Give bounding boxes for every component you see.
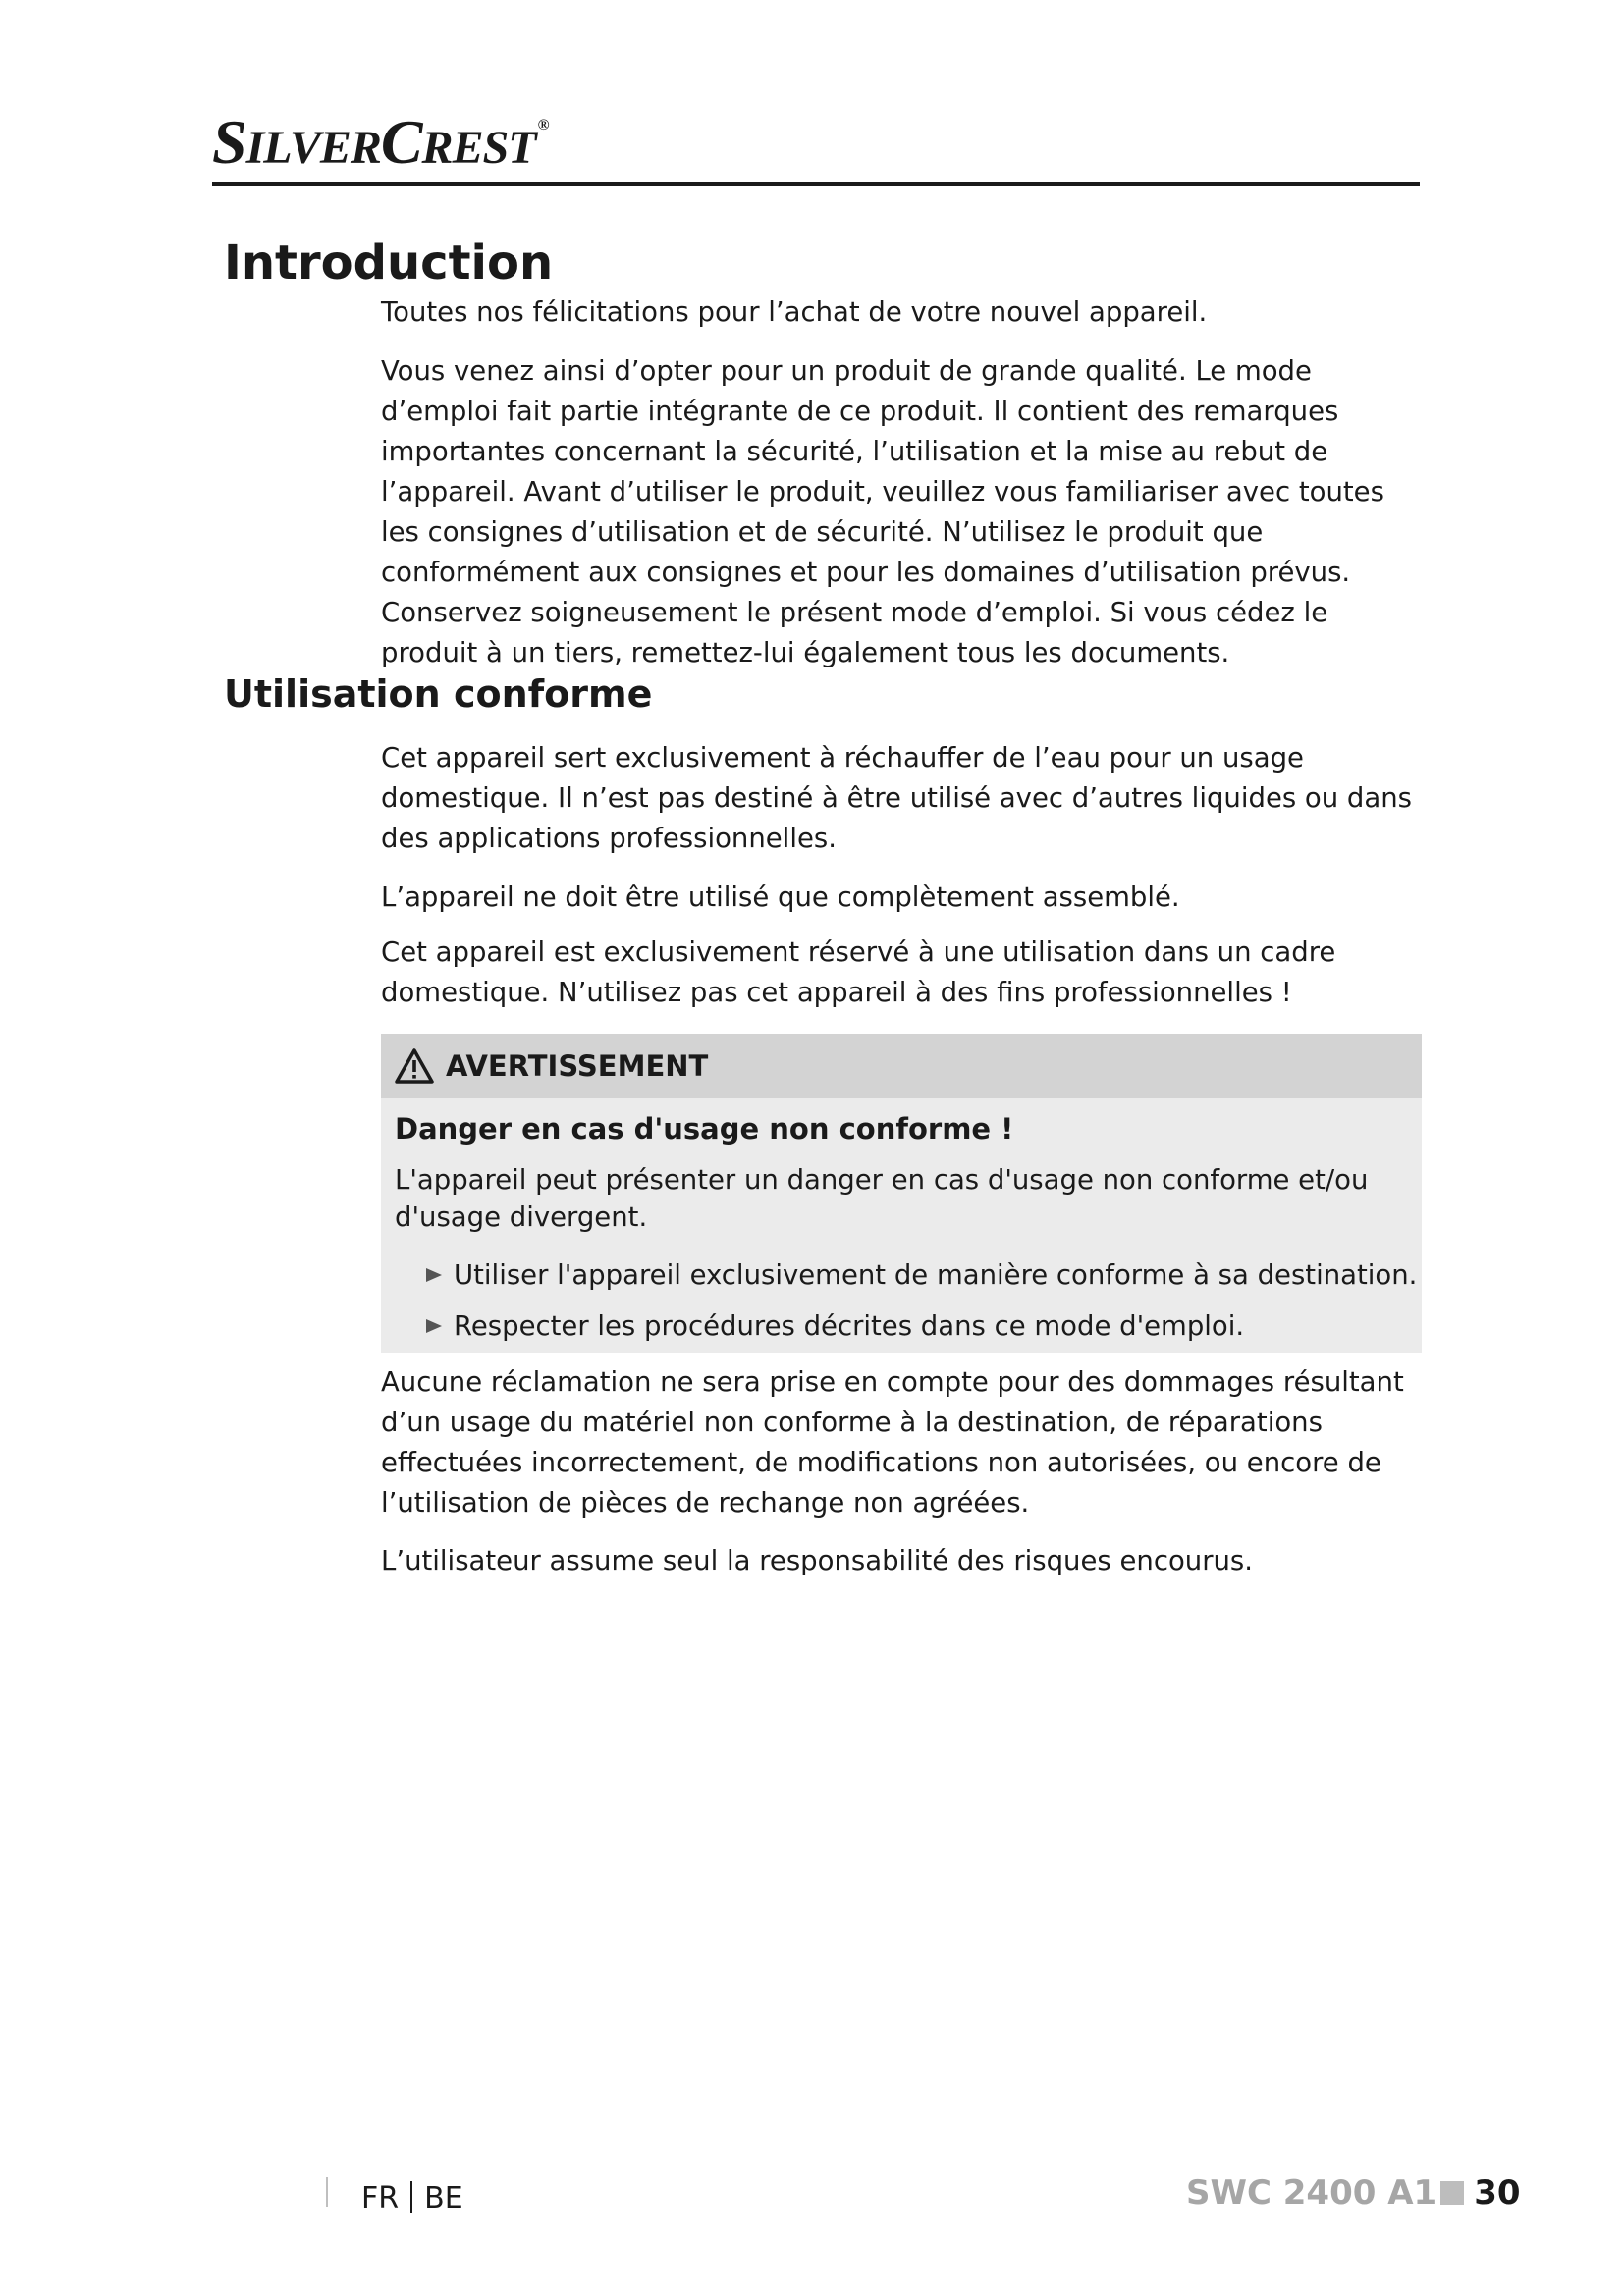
- square-marker-icon: [1440, 2181, 1464, 2205]
- warning-subtitle: Danger en cas d'usage non conforme !: [395, 1112, 1014, 1146]
- warning-title: AVERTISSEMENT: [446, 1049, 709, 1083]
- footer-lang-fr: FR: [361, 2181, 400, 2216]
- section-title-usage: Utilisation conforme: [224, 672, 653, 716]
- warning-header: [381, 1034, 1422, 1098]
- usage-paragraph-2: L’appareil ne doit être utilisé que complètement assemblé.: [381, 881, 1180, 913]
- usage-paragraph-4: Aucune réclamation ne sera prise en compte pour des dommages résultant d’un usage du matériel non conforme à la destination, de réparations effectuées incorrectement, de modifications non autorisées, ou encore de l’utilisation de pièces de rechange non agréées.: [381, 1366, 1404, 1519]
- brand-logo: [212, 106, 549, 179]
- usage-paragraph-3: Cet appareil est exclusivement réservé à une utilisation dans un cadre domestique. N’utilisez pas cet appareil à des fins professionnelles !: [381, 936, 1336, 1008]
- warning-box: [381, 1034, 1422, 1353]
- intro-paragraph-1: Toutes nos félicitations pour l’achat de votre nouvel appareil.: [381, 296, 1208, 328]
- registered-mark: ®: [537, 117, 549, 133]
- warning-item-2: Respecter les procédures décrites dans ce mode d'emploi.: [454, 1310, 1245, 1342]
- brand-initial-c: C: [380, 107, 422, 177]
- warning-item-1: Utiliser l'appareil exclusivement de manière conforme à sa destination.: [454, 1259, 1418, 1291]
- footer-lang-separator: [410, 2181, 412, 2213]
- list-item: [426, 1250, 1417, 1301]
- list-item: [426, 1301, 1417, 1352]
- page-number: 30: [1474, 2173, 1521, 2213]
- footer-model-number: SWC 2400 A1: [1186, 2173, 1437, 2213]
- arrow-bullet-icon: [426, 1268, 442, 1282]
- warning-body: L'appareil peut présenter un danger en cas d'usage non conforme et/ou d'usage divergent.: [395, 1164, 1369, 1233]
- footer-model-page: [1186, 2173, 1521, 2213]
- footer-lang-be: BE: [424, 2181, 463, 2216]
- section-title-introduction: Introduction: [224, 236, 554, 291]
- brand-initial-s: S: [212, 107, 246, 177]
- header-rule: [212, 182, 1420, 186]
- usage-paragraph-5: L’utilisateur assume seul la responsabilité des risques encourus.: [381, 1545, 1254, 1576]
- arrow-bullet-icon: [426, 1319, 442, 1333]
- warning-triangle-icon: [395, 1047, 434, 1085]
- brand-part-ilver: ILVER: [245, 122, 381, 174]
- intro-paragraph-2: Vous venez ainsi d’opter pour un produit de grande qualité. Le mode d’emploi fait partie intégrante de ce produit. Il contient des remarques importantes concernant la sécurité, l’utilisation et la mise au rebut de l’appareil. Avant d’utiliser le produit, veuillez vous familiariser avec toutes les consignes d’utilisation et de sécurité. N’utilisez le produit que conformément aux consignes et pour les domaines d’utilisation prévus. Conservez soigneusement le présent mode d’emploi. Si vous cédez le produit à un tiers, remettez-lui également tous les documents.: [381, 355, 1384, 668]
- footer-language: [361, 2181, 463, 2216]
- footer-divider: [326, 2177, 328, 2207]
- warning-list: [426, 1250, 1417, 1352]
- brand-part-rest: REST: [421, 122, 536, 174]
- usage-paragraph-1: Cet appareil sert exclusivement à réchauffer de l’eau pour un usage domestique. Il n’est pas destiné à être utilisé avec d’autres liquides ou dans des applications professionnelles.: [381, 742, 1412, 854]
